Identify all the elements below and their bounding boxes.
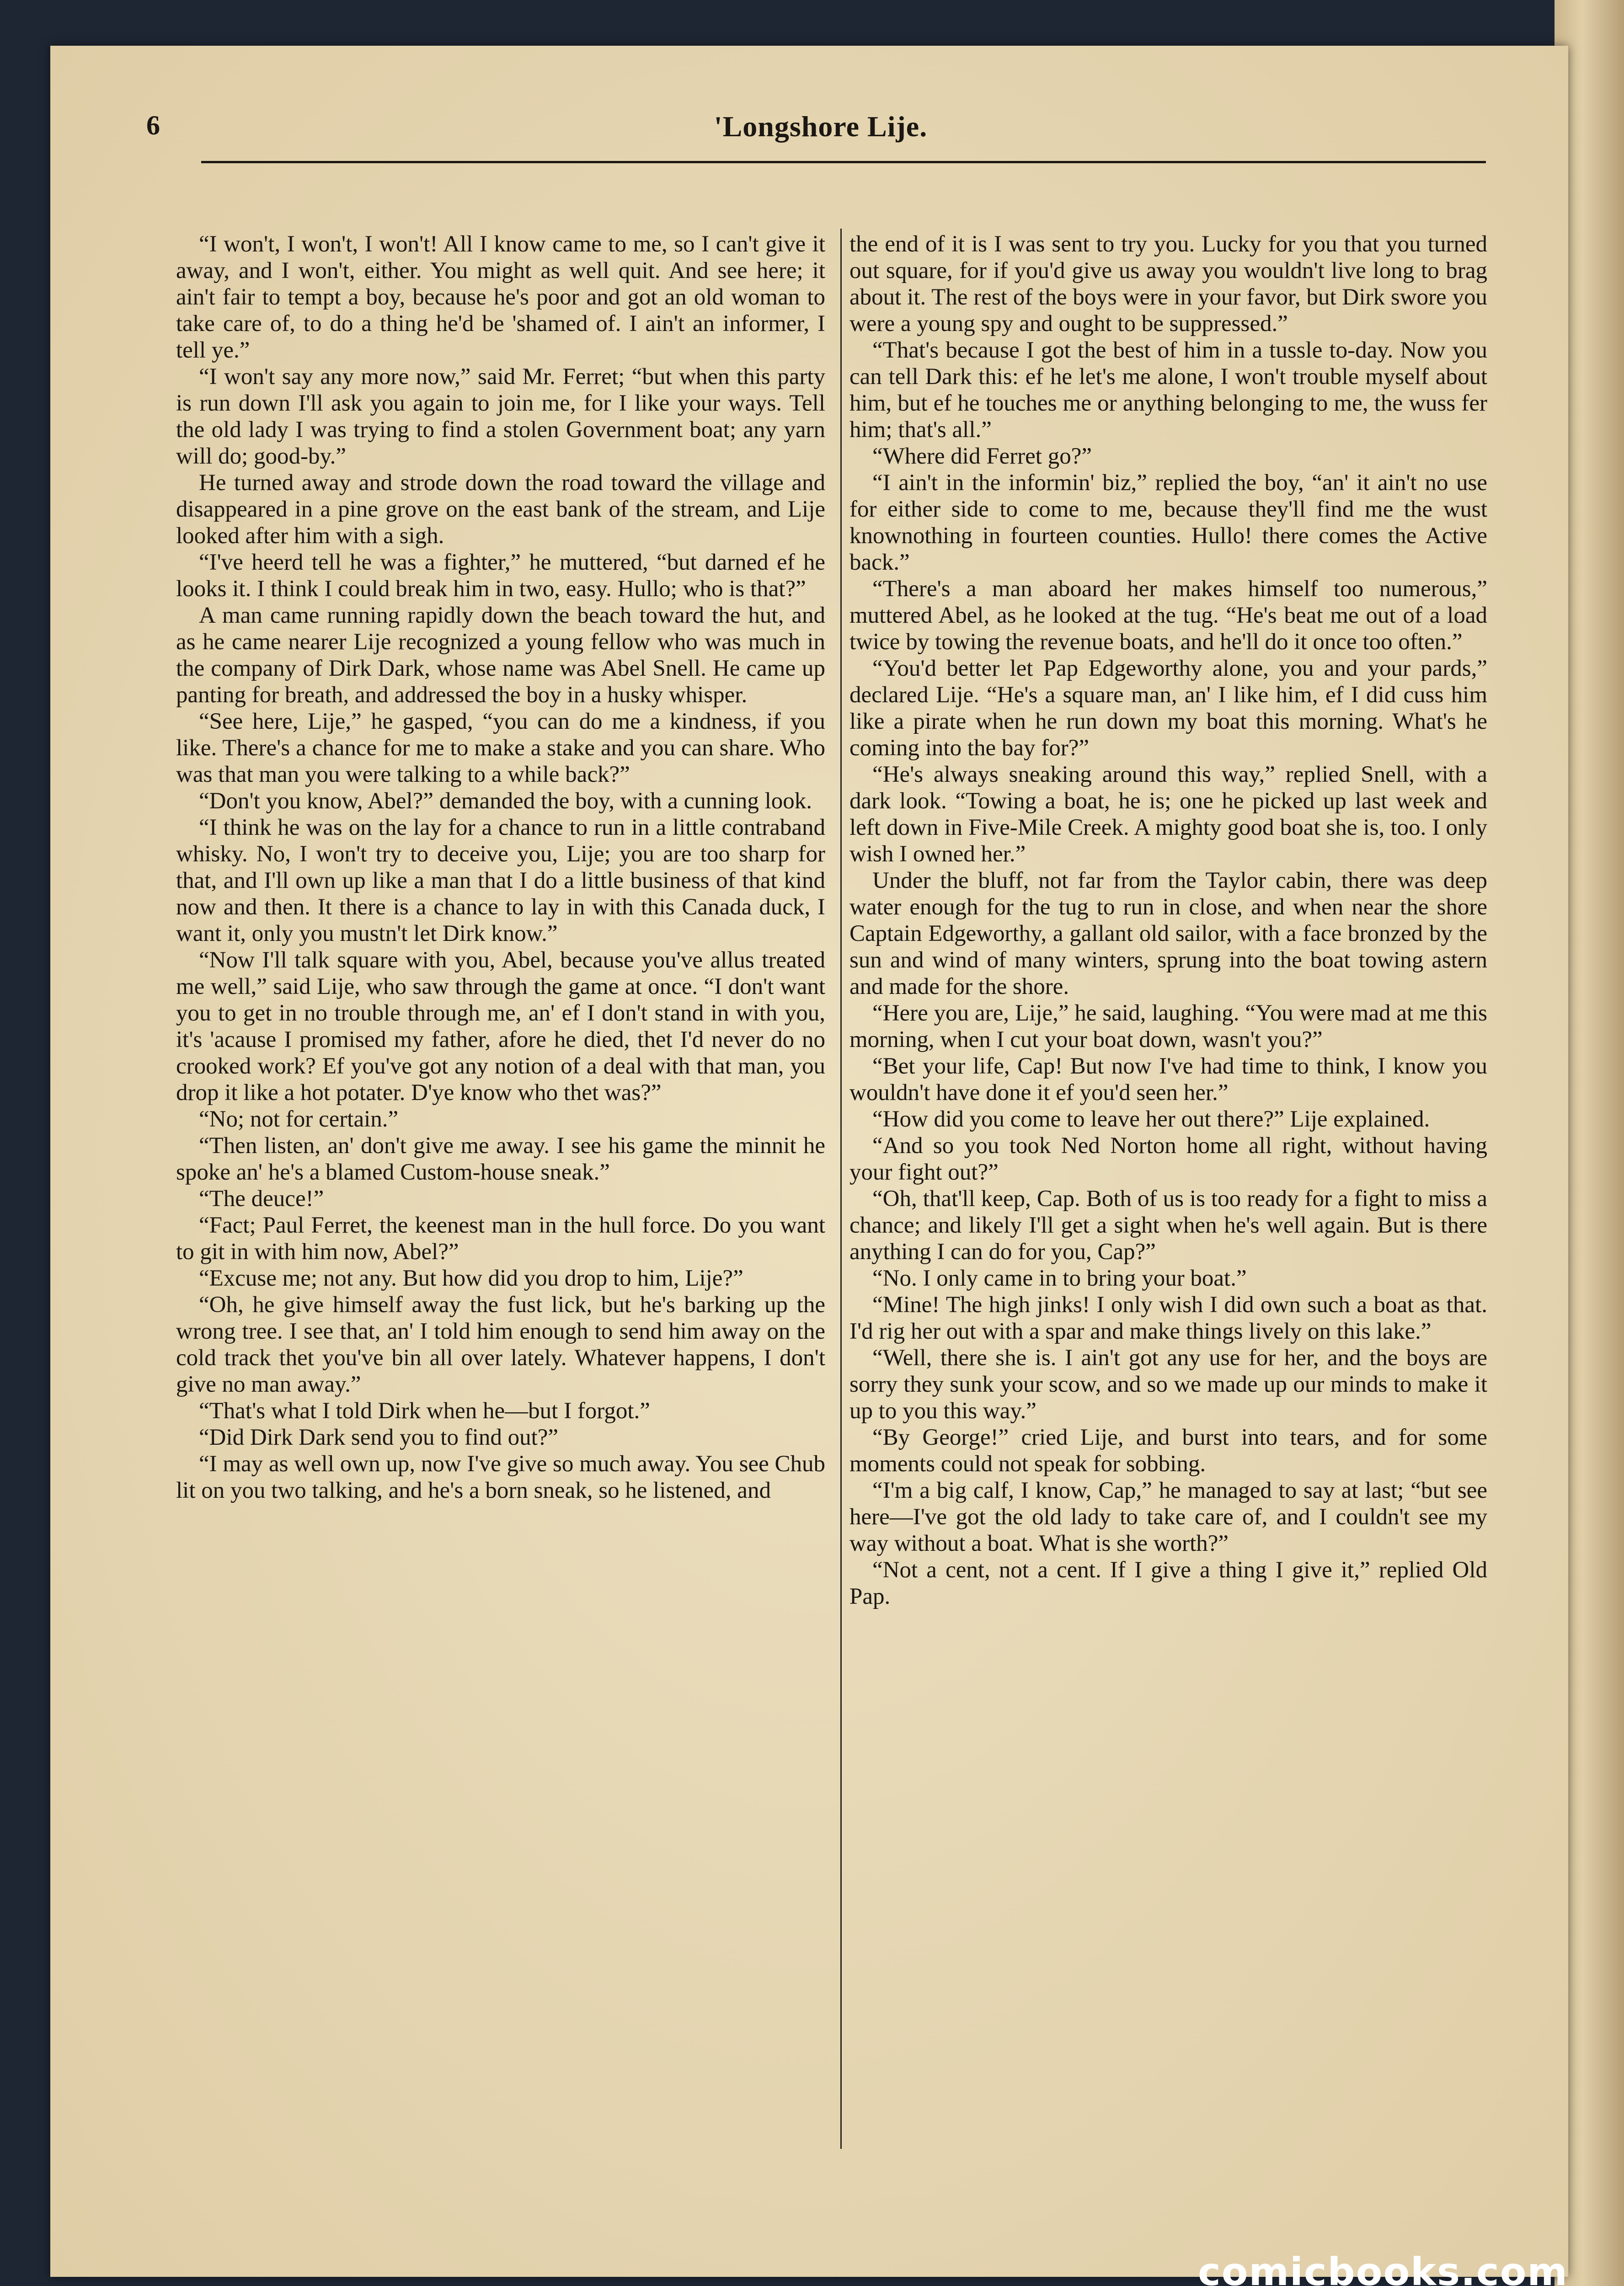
paragraph: “Here you are, Lije,” he said, laughing. “You were mad at me this morning, when I cut your boat down, wasn't you?” (849, 1000, 1487, 1052)
paragraph: “Now I'll talk square with you, Abel, because you've allus treated me well,” said Lije, who saw through the game at once. “I don't want you to get in no trouble through me, an' ef I don't stand in with you, it's 'acause I promised my father, afore he died, thet I'd never do no crooked work? Ef you've got any notion of a deal with that man, you drop it like a hot potater. D'ye know who thet was?” (176, 947, 825, 1106)
paragraph: “The deuce!” (199, 1186, 324, 1212)
paragraph: “He's always sneaking around this way,” replied Snell, with a dark look. “Towing a boat, he is; one he picked up last week and left down in Five-Mile Creek. A mighty good boat she is, too. I only wish I owned her.” (849, 762, 1487, 867)
paragraph: “Did Dirk Dark send you to find out?” (199, 1425, 559, 1450)
left-text-column (176, 231, 825, 2197)
running-title: 'Longshore Lije. (714, 110, 928, 143)
paragraph: “See here, Lije,” he gasped, “you can do me a kindness, if you like. There's a chance for me to make a stake and you can share. Who was that man you were talking to a while back?” (176, 709, 825, 787)
paragraph: “By George!” cried Lije, and burst into tears, and for some moments could not speak for sobbing. (849, 1425, 1487, 1477)
paragraph: “Oh, that'll keep, Cap. Both of us is too ready for a fight to miss a chance; and likely I'll get a sight when he's well again. But is there anything I can do for you, Cap?” (849, 1186, 1487, 1265)
paragraph: “I won't, I won't, I won't! All I know came to me, so I can't give it away, and I won't, either. You might as well quit. And see here; it ain't fair to tempt a boy, because he's poor and got an old woman to take care of, to do a thing he'd be 'shamed of. I ain't an informer, I tell ye.” (176, 231, 825, 363)
paragraph: “No; not for certain.” (199, 1106, 399, 1132)
paragraph: “Not a cent, not a cent. If I give a thing I give it,” replied Old Pap. (849, 1557, 1487, 1609)
paragraph: “Then listen, an' don't give me away. I see his game the minnit he spoke an' he's a blamed Custom-house sneak.” (176, 1133, 825, 1185)
paragraph: “Don't you know, Abel?” demanded the boy, with a cunning look. (199, 788, 812, 814)
paragraph: “And so you took Ned Norton home all right, without having your fight out?” (849, 1133, 1487, 1185)
paragraph: “Excuse me; not any. But how did you drop to him, Lije?” (199, 1266, 743, 1291)
header-rule (201, 161, 1486, 163)
paragraph: “No. I only came in to bring your boat.” (872, 1266, 1247, 1291)
paragraph: “Where did Ferret go?” (872, 443, 1092, 469)
paragraph: “That's what I told Dirk when he—but I forgot.” (199, 1398, 650, 1424)
paragraph: Under the bluff, not far from the Taylor cabin, there was deep water enough for the tug to run in close, and when near the shore Captain Edgeworthy, a gallant old sailor, with a face bronzed by the sun and wind of many winters, sprung into the boat towing astern and made for the shore. (849, 868, 1487, 999)
paragraph: “How did you come to leave her out there?” Lije explained. (872, 1106, 1430, 1132)
paragraph: “Oh, he give himself away the fust lick, but he's barking up the wrong tree. I see that, an' I told him enough to send him away on the cold track thet you've bin all over lately. Whatever happens, I don't give no man away.” (176, 1292, 825, 1397)
paragraph: “I won't say any more now,” said Mr. Ferret; “but when this party is run down I'll ask you again to join me, for I like your ways. Tell the old lady I was trying to find a stolen Government boat; any yarn will do; good-by.” (176, 364, 825, 469)
paragraph: “I've heerd tell he was a fighter,” he muttered, “but darned ef he looks it. I think I could break him in two, easy. Hullo; who is that?” (176, 550, 825, 602)
page-number: 6 (146, 110, 160, 140)
page-header (146, 110, 1495, 178)
paragraph: “I may as well own up, now I've give so much away. You see Chub lit on you two talking, and he's a born sneak, so he listened, and (176, 1451, 825, 1503)
column-divider (840, 229, 842, 2149)
paragraph: He turned away and strode down the road toward the village and disappeared in a pine grove on the east bank of the stream, and Lije looked after him with a sigh. (176, 470, 825, 549)
paragraph: “You'd better let Pap Edgeworthy alone, you and your pards,” declared Lije. “He's a square man, an' I like him, ef I did cuss him like a pirate when he run down my boat this morning. What's he coming into the bay for?” (849, 656, 1487, 761)
paragraph: “Fact; Paul Ferret, the keenest man in the hull force. Do you want to git in with him now, Abel?” (176, 1212, 825, 1265)
paragraph: “There's a man aboard her makes himself too numerous,” muttered Abel, as he looked at the tug. “He's beat me out of a load twice by towing the revenue boats, and he'll do it once too often.” (849, 576, 1487, 655)
right-text-column (849, 231, 1487, 2197)
paragraph: the end of it is I was sent to try you. Lucky for you that you turned out square, for if you'd give us away you wouldn't live long to brag about it. The rest of the boys were in your favor, but Dirk swore you were a young spy and ought to be suppressed.” (849, 231, 1487, 336)
paragraph: A man came running rapidly down the beach toward the hut, and as he came nearer Lije recognized a young fellow who was much in the company of Dirk Dark, whose name was Abel Snell. He came up panting for breath, and addressed the boy in a husky whisper. (176, 603, 825, 708)
paragraph: “Well, there she is. I ain't got any use for her, and the boys are sorry they sunk your scow, and so we made up our minds to make it up to you this way.” (849, 1345, 1487, 1424)
paragraph: “Bet your life, Cap! But now I've had time to think, I know you wouldn't have done it ef you'd seen her.” (849, 1053, 1487, 1106)
paragraph: “That's because I got the best of him in a tussle to-day. Now you can tell Dark this: ef he let's me alone, I won't trouble myself about him, but ef he touches me or anything belonging to me, the wuss fer him; that's all.” (849, 337, 1487, 443)
site-watermark: comicbooks.com (1198, 2249, 1568, 2286)
paragraph: “Mine! The high jinks! I only wish I did own such a boat as that. I'd rig her out with a spar and make things lively on this lake.” (849, 1292, 1487, 1344)
paragraph: “I ain't in the informin' biz,” replied the boy, “an' it ain't no use for either side to come to me, because they'll find me the wust knownothing in fourteen counties. Hullo! there comes the Active back.” (849, 470, 1487, 575)
paragraph: “I think he was on the lay for a chance to run in a little contraband whisky. No, I won't try to deceive you, Lije; you are too sharp for that, and I'll own up like a man that I do a little business of that kind now and then. It there is a chance to lay in with this Canada duck, I want it, only you mustn't let Dirk know.” (176, 815, 825, 946)
paragraph: “I'm a big calf, I know, Cap,” he managed to say at last; “but see here—I've got the old lady to take care of, and I couldn't see my way without a boat. What is she worth?” (849, 1478, 1487, 1556)
